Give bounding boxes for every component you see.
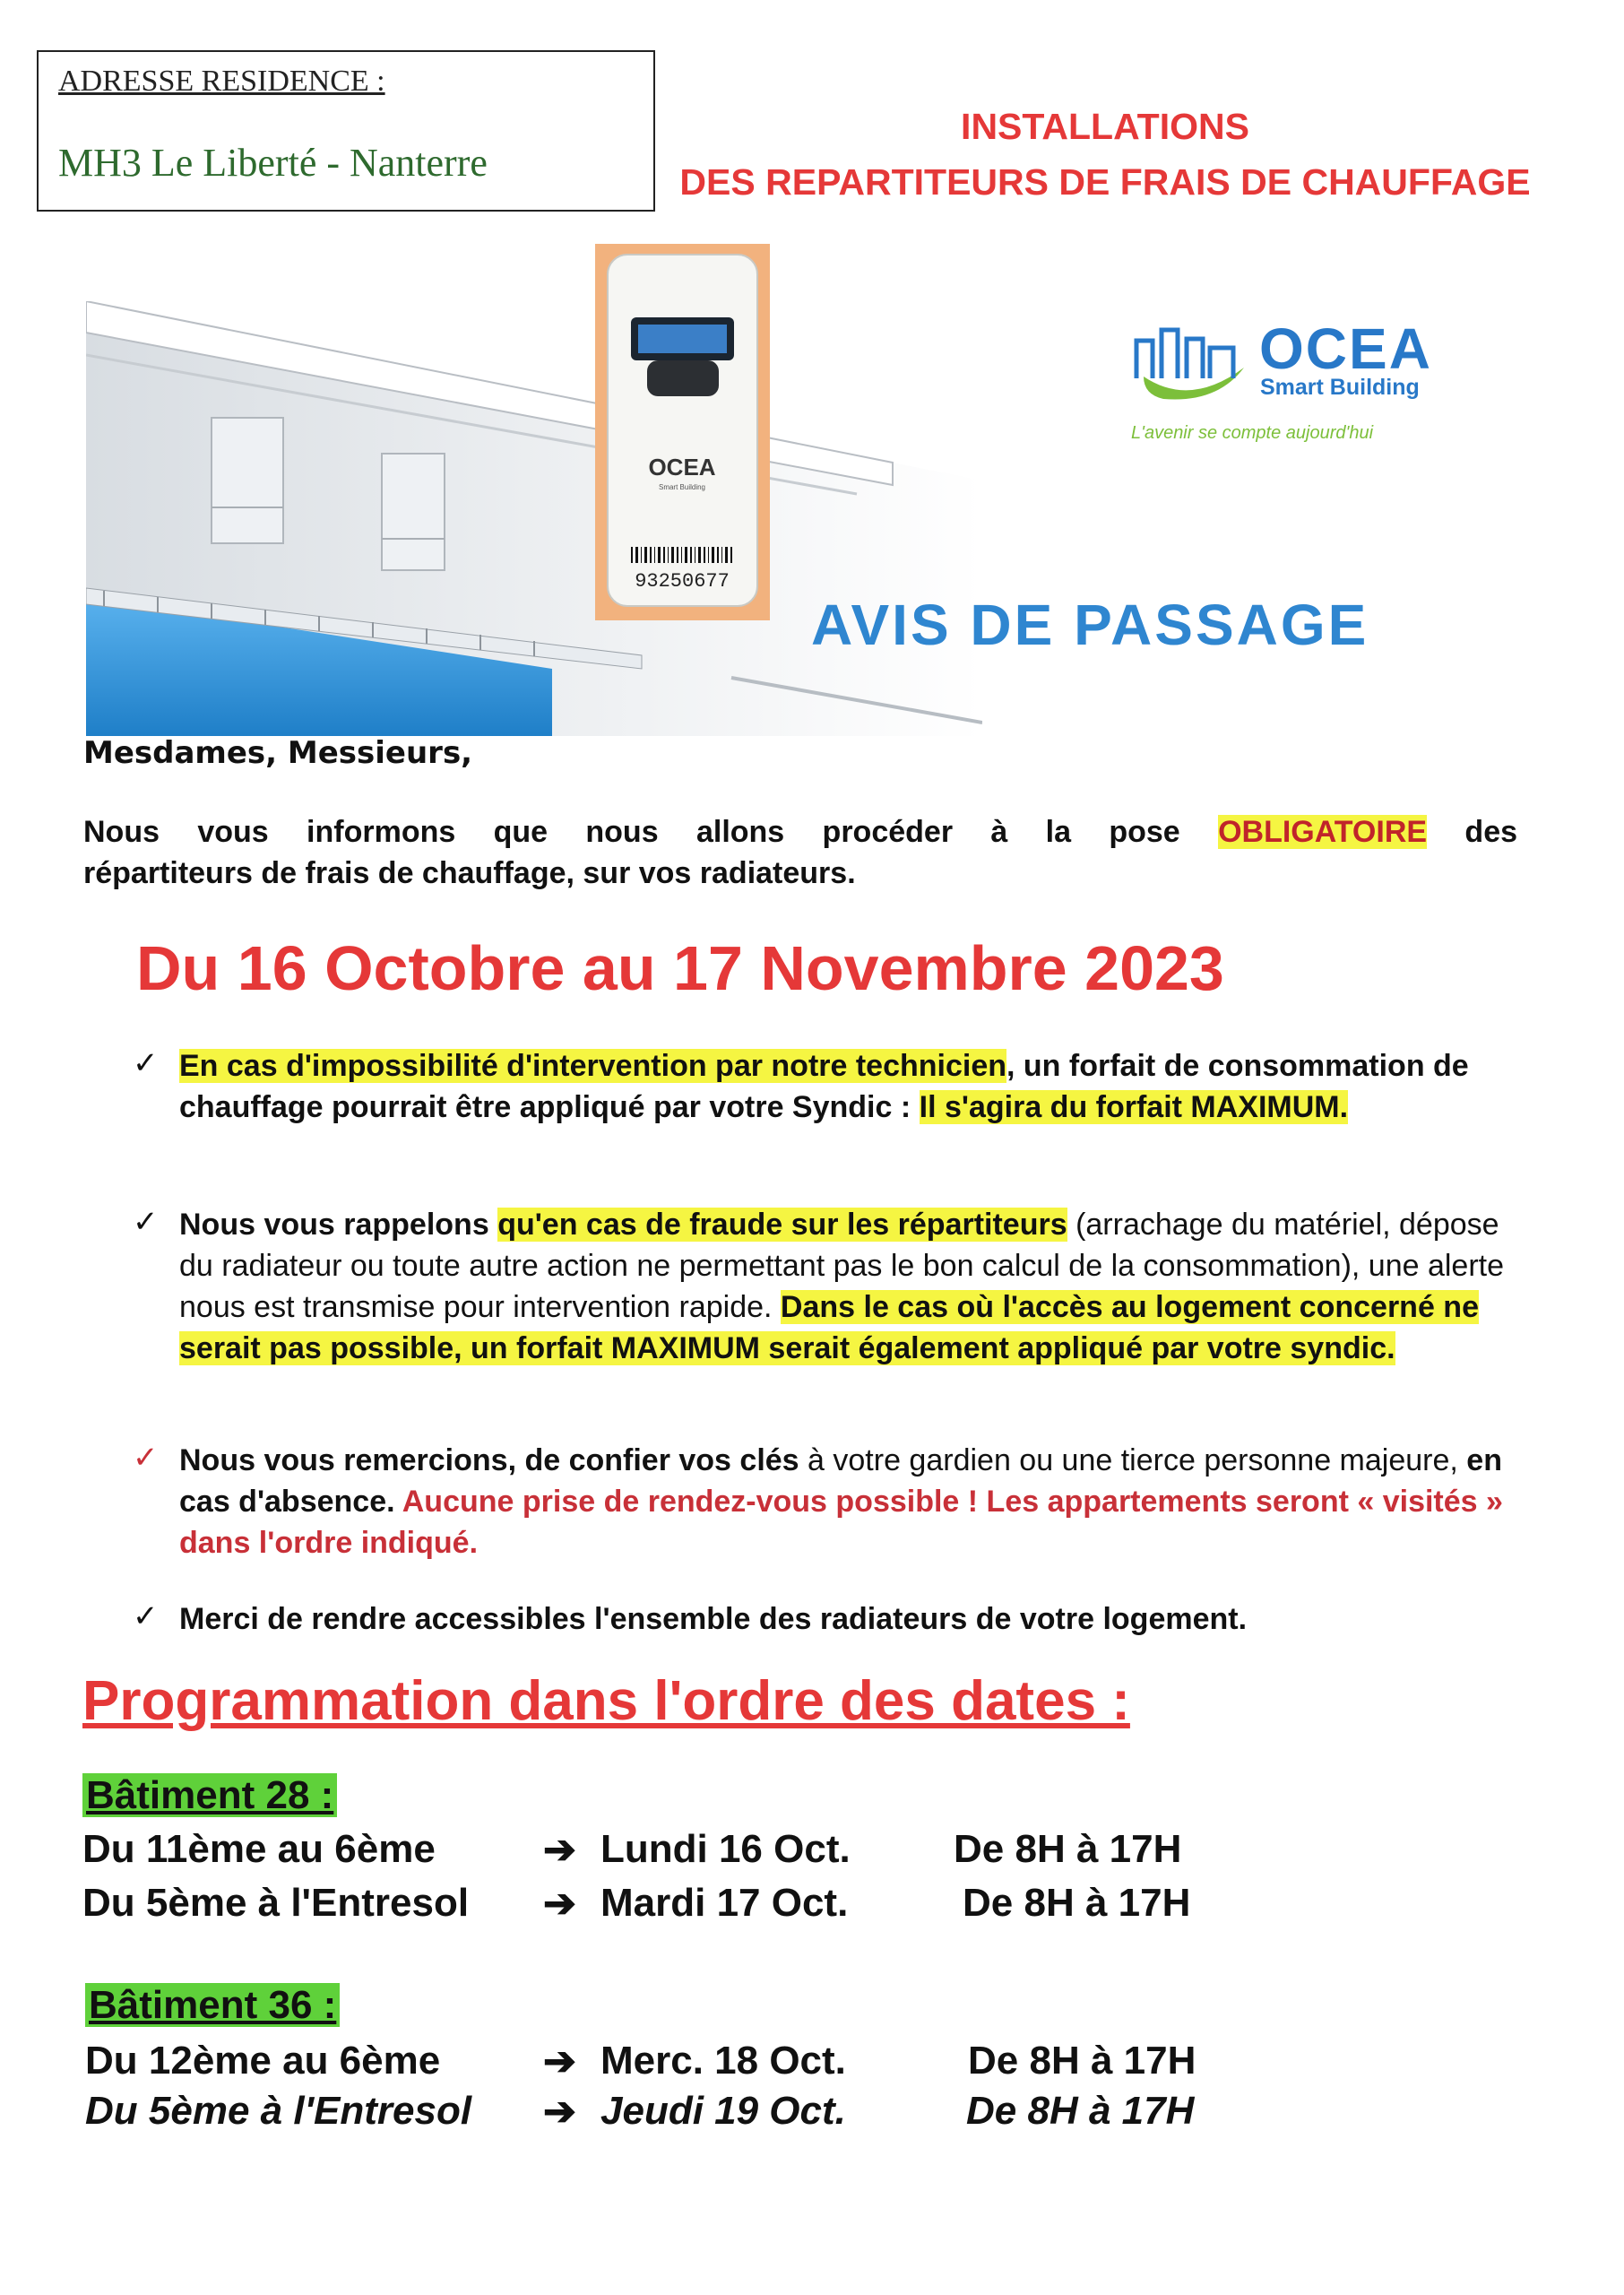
meter-number: 93250677 bbox=[635, 570, 730, 593]
notice-title: AVIS DE PASSAGE bbox=[811, 593, 1369, 657]
schedule-day: Mardi 17 Oct. bbox=[600, 1881, 849, 1925]
programme-title: Programmation dans l'ordre des dates : bbox=[82, 1670, 1130, 1732]
bullet-1 bbox=[179, 1045, 1506, 1128]
schedule-hours: De 8H à 17H bbox=[963, 1881, 1191, 1925]
schedule-floors: Du 5ème à l'Entresol bbox=[82, 1881, 470, 1925]
intro-line-1 bbox=[83, 811, 1517, 853]
building-section bbox=[82, 1773, 337, 1818]
bullet-3 bbox=[179, 1440, 1506, 1563]
schedule-day: Merc. 18 Oct. bbox=[600, 2039, 846, 2083]
bullet-2-highlight-2: Dans le cas où l'accès au logement concerné ne serait pas possible, un forfait MAXIMUM serait également appliqué par votre syndic. bbox=[179, 1290, 1479, 1365]
schedule-floors: Du 5ème à l'Entresol bbox=[85, 2089, 472, 2133]
title-line-1: INSTALLATIONS bbox=[961, 106, 1249, 147]
intro-after: des bbox=[1464, 815, 1518, 849]
bullet-3-red: Aucune prise de rendez-vous possible ! Les appartements seront « visités » dans l'ordre indiqué. bbox=[179, 1485, 1503, 1560]
meter-photo bbox=[595, 244, 770, 620]
building-title: Bâtiment 28 : bbox=[82, 1773, 337, 1817]
arrow-icon: ➔ bbox=[543, 2090, 576, 2134]
check-icon: ✓ bbox=[133, 1205, 159, 1239]
arrow-icon: ➔ bbox=[543, 1882, 576, 1926]
schedule-day: Jeudi 19 Oct. bbox=[600, 2089, 846, 2133]
logo-subtitle: Smart Building bbox=[1260, 375, 1420, 400]
logo-tagline: L'avenir se compte aujourd'hui bbox=[1131, 423, 1374, 443]
arrow-icon: ➔ bbox=[543, 2040, 576, 2083]
address-label: ADRESSE RESIDENCE : bbox=[58, 65, 385, 98]
title-line-2: DES REPARTITEURS DE FRAIS DE CHAUFFAGE bbox=[679, 161, 1531, 203]
arrow-icon: ➔ bbox=[543, 1828, 576, 1872]
check-icon: ✓ bbox=[133, 1599, 159, 1633]
address-box bbox=[37, 50, 655, 212]
bullet-4-bold: Merci de rendre accessibles l'ensemble des radiateurs de votre logement. bbox=[179, 1602, 1248, 1636]
bullet-2 bbox=[179, 1204, 1506, 1369]
schedule-hours: De 8H à 17H bbox=[966, 2089, 1195, 2133]
schedule-floors: Du 12ème au 6ème bbox=[85, 2039, 441, 2083]
check-icon: ✓ bbox=[133, 1441, 159, 1475]
logo-name: OCEA bbox=[1259, 316, 1432, 381]
meter-brand: OCEA bbox=[648, 454, 716, 481]
bullet-2-text: (arrachage du matériel, dépose du radiateur ou toute autre action ne permettant pas le bon calcul de la consommation), une alerte nous est transmise pour intervention rapide. bbox=[179, 1208, 1505, 1324]
bullet-3-bold: Nous vous remercions, de confier vos clés bbox=[179, 1443, 799, 1477]
bullet-2-bold: Nous vous rappelons bbox=[179, 1208, 498, 1242]
building-illustration bbox=[86, 301, 982, 736]
schedule-hours: De 8H à 17H bbox=[968, 2039, 1196, 2083]
building-section bbox=[85, 1983, 340, 2028]
schedule-floors: Du 11ème au 6ème bbox=[82, 1827, 436, 1871]
address-value: MH3 Le Liberté - Nanterre bbox=[58, 141, 488, 185]
greeting: Mesdames, Messieurs, bbox=[83, 735, 473, 771]
bullet-1-highlight: En cas d'impossibilité d'intervention par notre technicien bbox=[179, 1049, 1007, 1083]
check-icon: ✓ bbox=[133, 1046, 159, 1080]
intro-highlight: OBLIGATOIRE bbox=[1218, 815, 1428, 849]
bullet-3-bold-2: en cas d'absence. bbox=[179, 1443, 1502, 1519]
intervention-dates: Du 16 Octobre au 17 Novembre 2023 bbox=[136, 933, 1224, 1003]
bullet-3-text: à votre gardien ou une tierce personne majeure, bbox=[799, 1443, 1467, 1477]
intro-line-2: répartiteurs de frais de chauffage, sur vos radiateurs. bbox=[83, 856, 856, 890]
bullet-1-highlight-2: Il s'agira du forfait MAXIMUM. bbox=[919, 1090, 1349, 1124]
ocea-logo-icon bbox=[1127, 323, 1253, 403]
bullet-1-text: , un forfait de consommation de chauffage pourrait être appliqué par votre Syndic : bbox=[179, 1049, 1469, 1124]
building-title: Bâtiment 36 : bbox=[85, 1983, 340, 2027]
intro-before: Nous vous informons que nous allons procéder à la pose bbox=[83, 815, 1180, 849]
meter-sub: Smart Building bbox=[658, 483, 706, 491]
bullet-2-highlight: qu'en cas de fraude sur les répartiteurs bbox=[497, 1208, 1067, 1242]
schedule-day: Lundi 16 Oct. bbox=[600, 1827, 851, 1871]
schedule-hours: De 8H à 17H bbox=[954, 1827, 1182, 1871]
bullet-4 bbox=[179, 1598, 1506, 1640]
